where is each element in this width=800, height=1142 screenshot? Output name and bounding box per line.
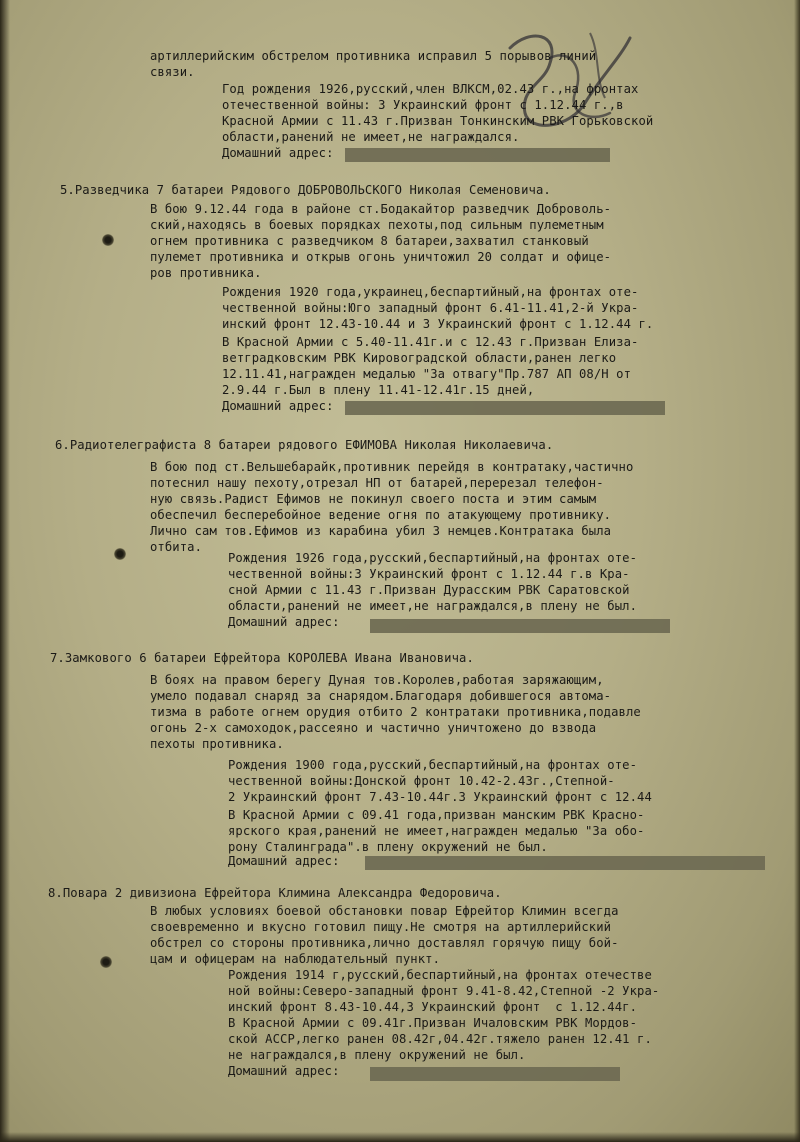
text-line: артиллерийским обстрелом противника исправил 5 порывов линий [150, 49, 597, 63]
section-heading: 7.Замкового 6 батареи Ефрейтора КОРОЛЕВА Ивана Ивановича. [50, 651, 474, 665]
text-line: В бою 9.12.44 года в районе ст.Бодакайтор разведчик Доброволь- [150, 202, 612, 216]
punch-hole [102, 234, 114, 246]
text-line: Рождения 1914 г,русский,беспартийный,на фронтах отечестве [228, 968, 652, 982]
text-line: В Красной Армии с 09.41 года,призван манским РВК Красно- [228, 808, 645, 822]
text-line: 12.11.41,награжден медалью "За отвагу"Пр.787 АП 08/Н от [222, 367, 632, 381]
text-line: ярского края,ранений не имеет,награжден медалью "За обо- [228, 824, 645, 838]
text-line: ветградковским РВК Кировоградской области,ранен легко [222, 351, 617, 365]
home-address-label: Домашний адрес: [222, 146, 334, 160]
text-line: 2.9.44 г.Был в плену 11.41-12.41г.15 дней, [222, 383, 535, 397]
home-address-label: Домашний адрес: [228, 615, 340, 629]
text-line: В Красной Армии с 5.40-11.41г.и с 12.43 г.Призван Елиза- [222, 335, 639, 349]
text-line: чественной войны:3 Украинский фронт с 1.12.44 г.в Кра- [228, 567, 630, 581]
text-line: не награждался,в плену окружений не был. [228, 1048, 526, 1062]
page-edge-shadow-left [0, 0, 10, 1142]
text-line: обеспечил бесперебойное ведение огня по атакующему противнику. [150, 508, 612, 522]
section-heading: 8.Повара 2 дивизиона Ефрейтора Климина Александра Федоровича. [48, 886, 502, 900]
text-line: сной Армии с 11.43 г.Призван Дурасским РВК Саратовской [228, 583, 630, 597]
text-line: своевременно и вкусно готовил пищу.Не смотря на артиллерийский [150, 920, 612, 934]
text-line: умело подавал снаряд за снарядом.Благодаря добившегося автома- [150, 689, 612, 703]
punch-hole [114, 548, 126, 560]
text-line: области,ранений не имеет,не награждался. [222, 130, 520, 144]
text-line: отечественной войны: 3 Украинский фронт с 1.12.44 г.,в [222, 98, 624, 112]
text-line: огнем противника с разведчиком 8 батареи,захватил станковый [150, 234, 589, 248]
page-edge-shadow-bottom [0, 1132, 800, 1142]
home-address-label: Домашний адрес: [222, 399, 334, 413]
text-line: ров противника. [150, 266, 262, 280]
punch-hole [100, 956, 112, 968]
home-address-label: Домашний адрес: [228, 854, 340, 868]
redaction-bar [370, 619, 670, 633]
text-line: В боях на правом берегу Дуная тов.Королев,работая заряжающим, [150, 673, 604, 687]
text-line: Рождения 1920 года,украинец,беспартийный,на фронтах оте- [222, 285, 639, 299]
redaction-bar [345, 148, 610, 162]
text-line: отбита. [150, 540, 203, 554]
text-line: огонь 2-х самоходок,рассеяно и частично уничтожено до взвода [150, 721, 597, 735]
text-line: Лично сам тов.Ефимов из карабина убил 3 немцев.Контратака была [150, 524, 612, 538]
text-line: чественной войны:Донской фронт 10.42-2.43г.,Степной- [228, 774, 615, 788]
text-line: пулемет противника и открыв огонь уничтожил 20 солдат и офице- [150, 250, 612, 264]
text-line: пехоты противника. [150, 737, 284, 751]
redaction-bar [345, 401, 665, 415]
text-line: потеснил нашу пехоту,отрезал НП от батарей,перерезал телефон- [150, 476, 604, 490]
text-line: Рождения 1900 года,русский,беспартийный,на фронтах оте- [228, 758, 638, 772]
text-line: Год рождения 1926,русский,член ВЛКСМ,02.43 г.,на фронтах [222, 82, 639, 96]
text-line: В бою под ст.Вельшебарайк,противник перейдя в контратаку,частично [150, 460, 634, 474]
section-heading: 5.Разведчика 7 батареи Рядового ДОБРОВОЛЬСКОГО Николая Семеновича. [60, 183, 551, 197]
text-line: ную связь.Радист Ефимов не покинул своего поста и этим самым [150, 492, 597, 506]
text-line: тизма в работе огнем орудия отбито 2 контратаки противника,подавле [150, 705, 641, 719]
section-heading: 6.Радиотелеграфиста 8 батареи рядового ЕФИМОВА Николая Николаевича. [55, 438, 554, 452]
text-line: ской АССР,легко ранен 08.42г,04.42г.тяжело ранен 12.41 г. [228, 1032, 652, 1046]
text-line: инский фронт 8.43-10.44,3 Украинский фронт с 1.12.44г. [228, 1000, 638, 1014]
text-line: 2 Украинский фронт 7.43-10.44г.3 Украинский фронт с 12.44 [228, 790, 652, 804]
text-line: области,ранений не имеет,не награждался,в плену не был. [228, 599, 638, 613]
text-line: обстрел со стороны противника,лично доставлял горячую пищу бой- [150, 936, 619, 950]
redaction-bar [365, 856, 765, 870]
text-line: чественной войны:Юго западный фронт 6.41-11.41,2-й Укра- [222, 301, 639, 315]
text-line: В Красной Армии с 09.41г.Призван Ичаловским РВК Мордов- [228, 1016, 638, 1030]
text-line: рону Сталинграда".в плену окружений не был. [228, 840, 548, 854]
text-line: связи. [150, 65, 195, 79]
text-line: цам и офицерам на наблюдательный пункт. [150, 952, 441, 966]
text-line: ной войны:Северо-западный фронт 9.41-8.42,Степной -2 Укра- [228, 984, 660, 998]
text-line: инский фронт 12.43-10.44 и 3 Украинский фронт с 1.12.44 г. [222, 317, 654, 331]
home-address-label: Домашний адрес: [228, 1064, 340, 1078]
text-line: Красной Армии с 11.43 г.Призван Тонкинским РВК Горьковской [222, 114, 654, 128]
page-edge-shadow-right [794, 0, 800, 1142]
text-line: Рождения 1926 года,русский,беспартийный,на фронтах оте- [228, 551, 638, 565]
text-line: В любых условиях боевой обстановки повар Ефрейтор Климин всегда [150, 904, 619, 918]
redaction-bar [370, 1067, 620, 1081]
text-line: ский,находясь в боевых порядках пехоты,под сильным пулеметным [150, 218, 604, 232]
